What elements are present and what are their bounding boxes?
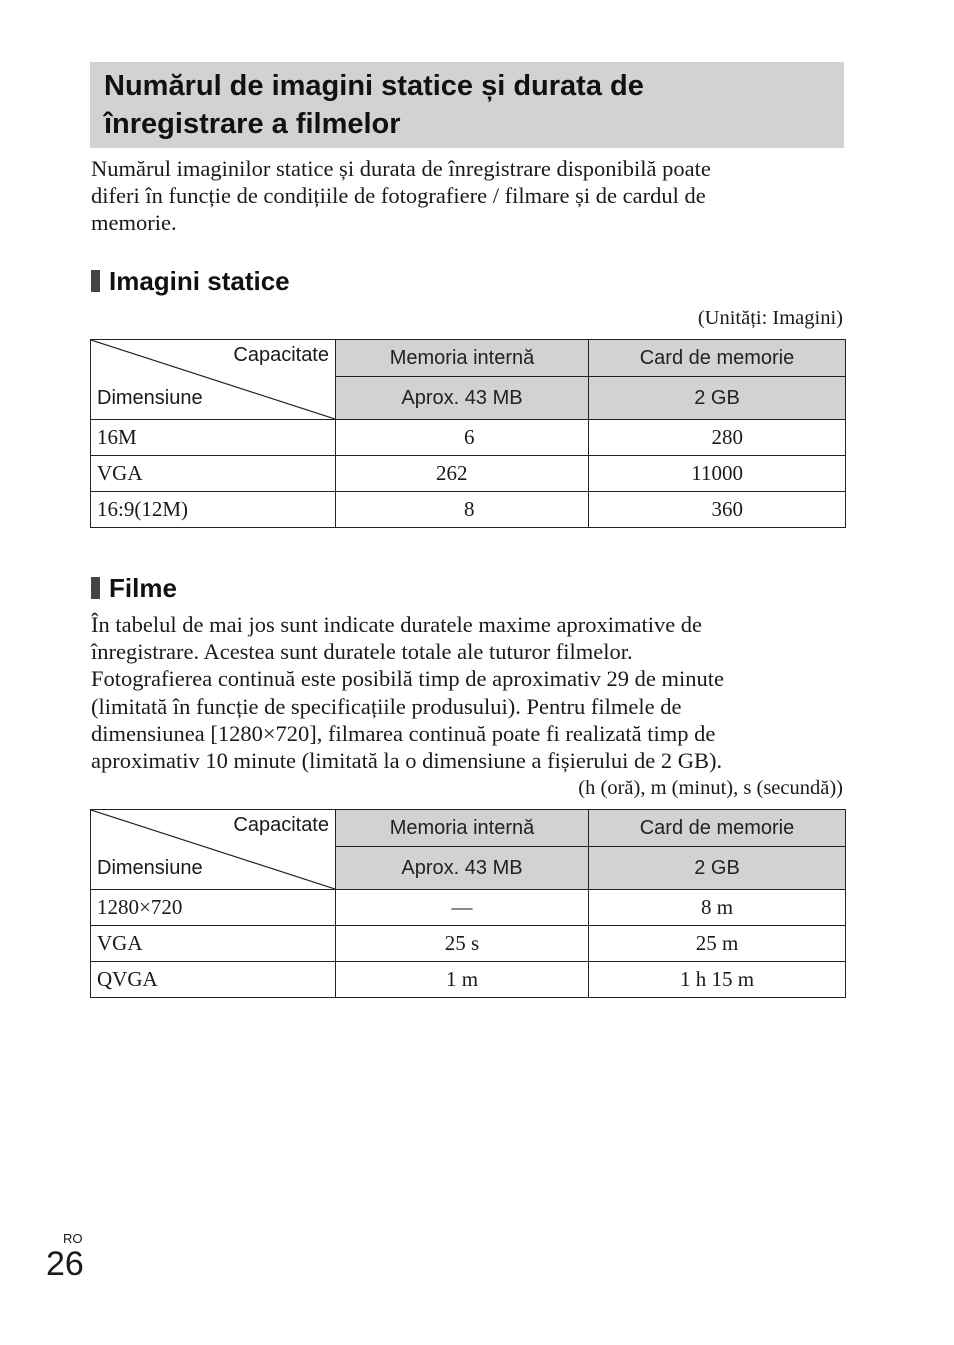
- row-label: VGA: [91, 456, 336, 492]
- row-label: 16:9(12M): [91, 492, 336, 528]
- page-title-line1: Numărul de imagini statice și durata de: [104, 70, 644, 102]
- col-memory-card: Card de memorie: [589, 810, 846, 847]
- internal-value: 6: [336, 420, 589, 456]
- card-value: 360: [589, 492, 846, 528]
- internal-value: —: [336, 890, 589, 926]
- table-row: [91, 962, 846, 998]
- table-corner-cell: [91, 810, 336, 890]
- col-internal-capacity: Aprox. 43 MB: [336, 377, 589, 420]
- movies-paragraph: [91, 611, 845, 774]
- movies-line: În tabelul de mai jos sunt indicate duratele maxime aproximative de: [91, 612, 703, 637]
- col-internal-capacity: Aprox. 43 MB: [336, 847, 589, 890]
- intro-line: Numărul imaginilor statice și durata de înregistrare disponibilă poate: [91, 156, 711, 181]
- row-label: 16M: [91, 420, 336, 456]
- language-code: RO: [63, 1231, 83, 1246]
- movies-line: înregistrare. Acestea sunt duratele totale ale tuturor filmelor.: [91, 639, 633, 665]
- movies-heading-text: Filme: [109, 573, 177, 603]
- dimension-label: Dimensiune: [97, 857, 203, 879]
- col-internal-memory: Memoria internă: [336, 810, 589, 847]
- internal-value: 8: [336, 492, 589, 528]
- section-marker-icon: [91, 577, 100, 599]
- table-row: [91, 456, 846, 492]
- row-label: VGA: [91, 926, 336, 962]
- still-images-heading-text: Imagini statice: [109, 266, 290, 296]
- movies-unit-note: (h (oră), m (minut), s (secundă)): [578, 777, 843, 799]
- table-row: [91, 492, 846, 528]
- section-marker-icon: [91, 270, 100, 292]
- card-value: 11000: [589, 456, 846, 492]
- card-value: 8 m: [589, 890, 846, 926]
- intro-line: diferi în funcție de condițiile de fotografiere / filmare și de cardul de: [91, 183, 706, 209]
- internal-value: 25 s: [336, 926, 589, 962]
- intro-line: memorie.: [91, 210, 177, 236]
- page-title: [90, 62, 844, 148]
- card-value: 280: [589, 420, 846, 456]
- page-number: [46, 1232, 84, 1282]
- row-label: 1280×720: [91, 890, 336, 926]
- intro-paragraph: [91, 155, 845, 237]
- dimension-label: Dimensiune: [97, 387, 203, 409]
- internal-value: 1 m: [336, 962, 589, 998]
- table-corner-cell: [91, 340, 336, 420]
- card-value: 1 h 15 m: [589, 962, 846, 998]
- movies-heading: [91, 572, 177, 604]
- movies-table: [90, 809, 846, 998]
- table-row: [91, 926, 846, 962]
- page-number-value: 26: [46, 1245, 84, 1283]
- movies-line: dimensiunea [1280×720], filmarea continuă poate fi realizată timp de: [91, 720, 716, 746]
- internal-value: 262: [336, 456, 589, 492]
- col-card-capacity: 2 GB: [589, 847, 846, 890]
- capacity-label: Capacitate: [233, 344, 329, 366]
- still-unit-note: (Unități: Imagini): [697, 307, 843, 329]
- movies-line: Fotografierea continuă este posibilă timp de aproximativ 29 de minute: [91, 666, 724, 692]
- col-internal-memory: Memoria internă: [336, 340, 589, 377]
- movies-line: (limitată în funcție de specificațiile produsului). Pentru filmele de: [91, 693, 682, 719]
- capacity-label: Capacitate: [233, 814, 329, 836]
- col-card-capacity: 2 GB: [589, 377, 846, 420]
- still-images-table: [90, 339, 846, 528]
- table-row: [91, 890, 846, 926]
- card-value: 25 m: [589, 926, 846, 962]
- still-images-heading: [91, 265, 290, 297]
- col-memory-card: Card de memorie: [589, 340, 846, 377]
- page-title-line2: înregistrare a filmelor: [104, 108, 401, 140]
- table-row: [91, 420, 846, 456]
- movies-line: aproximativ 10 minute (limitată la o dimensiune a fișierului de 2 GB).: [91, 748, 723, 774]
- row-label: QVGA: [91, 962, 336, 998]
